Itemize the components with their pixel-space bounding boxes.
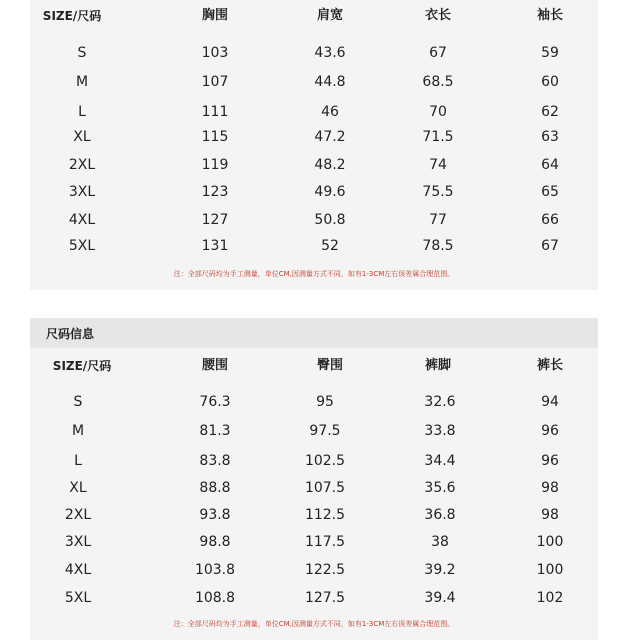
- sleeve-cell: 63: [541, 129, 559, 145]
- size-cell: M: [71, 423, 85, 439]
- shoulder-cell: 47.2: [314, 129, 346, 145]
- size-cell: S: [73, 394, 83, 410]
- chest-cell: 131: [201, 238, 229, 254]
- table-row: [30, 392, 598, 412]
- hem-column-header: 裤脚: [424, 358, 452, 373]
- shoulder-cell: 49.6: [314, 184, 346, 200]
- sleeve-cell: 62: [541, 104, 559, 120]
- top-size-table: [30, 0, 598, 290]
- chest-cell: 127: [201, 212, 229, 228]
- hem-cell: 39.2: [424, 562, 456, 578]
- chest-column-header: 胸围: [201, 8, 229, 23]
- sleeve-cell: 65: [541, 184, 559, 200]
- chest-cell: 115: [201, 129, 229, 145]
- waist-cell: 88.8: [199, 480, 231, 496]
- pants-length-cell: 100: [536, 534, 564, 550]
- pants-length-cell: 94: [541, 394, 559, 410]
- sleeve-cell: 59: [541, 45, 559, 61]
- bottom-size-table: [30, 318, 598, 640]
- chest-cell: 119: [201, 157, 229, 173]
- size-cell: L: [78, 104, 86, 120]
- hip-cell: 112.5: [304, 507, 346, 523]
- waist-cell: 81.3: [199, 423, 231, 439]
- waist-cell: 76.3: [199, 394, 231, 410]
- table-header-row: [30, 6, 598, 26]
- length-cell: 71.5: [422, 129, 454, 145]
- section-title: 尺码信息: [46, 327, 95, 341]
- hem-cell: 34.4: [424, 453, 456, 469]
- sleeve-cell: 64: [541, 157, 559, 173]
- length-cell: 68.5: [422, 74, 454, 90]
- sleeve-cell: 67: [541, 238, 559, 254]
- size-cell: 3XL: [68, 184, 96, 200]
- table-row: [30, 155, 598, 175]
- hem-cell: 33.8: [424, 423, 456, 439]
- length-column-header: 衣长: [424, 8, 452, 23]
- chest-cell: 111: [201, 104, 229, 120]
- chest-cell: 107: [201, 74, 229, 90]
- shoulder-cell: 48.2: [314, 157, 346, 173]
- size-cell: L: [74, 453, 82, 469]
- table-row: [30, 43, 598, 63]
- size-cell: 5XL: [64, 590, 92, 606]
- shoulder-column-header: 肩宽: [316, 8, 344, 23]
- table-row: [30, 182, 598, 202]
- table-row: [30, 588, 598, 608]
- size-cell: 5XL: [68, 238, 96, 254]
- shoulder-cell: 44.8: [314, 74, 346, 90]
- size-cell: 2XL: [64, 507, 92, 523]
- length-cell: 70: [429, 104, 447, 120]
- chest-cell: 103: [201, 45, 229, 61]
- sleeve-cell: 60: [541, 74, 559, 90]
- length-cell: 67: [429, 45, 447, 61]
- table-row: [30, 72, 598, 92]
- size-column-header: SIZE/尺码: [52, 359, 112, 373]
- table-row: [30, 127, 598, 147]
- hip-cell: 122.5: [304, 562, 346, 578]
- table-row: [30, 421, 598, 441]
- size-cell: 2XL: [68, 157, 96, 173]
- size-column-header: SIZE/尺码: [42, 9, 102, 23]
- table-row: [30, 210, 598, 230]
- size-cell: 4XL: [64, 562, 92, 578]
- pants-length-cell: 96: [541, 423, 559, 439]
- measurement-note: 注：全部尺码均为手工测量，单位CM,因测量方式不同，如有1-3CM左右误差属合理范围。: [173, 620, 455, 628]
- pants-length-cell: 100: [536, 562, 564, 578]
- hem-cell: 36.8: [424, 507, 456, 523]
- table-row: [30, 451, 598, 471]
- hip-cell: 97.5: [309, 423, 341, 439]
- size-cell: 3XL: [64, 534, 92, 550]
- waist-cell: 93.8: [199, 507, 231, 523]
- sleeve-cell: 66: [541, 212, 559, 228]
- shoulder-cell: 43.6: [314, 45, 346, 61]
- shoulder-cell: 50.8: [314, 212, 346, 228]
- waist-cell: 83.8: [199, 453, 231, 469]
- measurement-note: 注：全部尺码均为手工测量，单位CM,因测量方式不同，如有1-3CM左右误差属合理范围。: [173, 270, 455, 278]
- hip-cell: 107.5: [304, 480, 346, 496]
- section-header: [30, 318, 598, 348]
- hip-cell: 117.5: [304, 534, 346, 550]
- length-cell: 75.5: [422, 184, 454, 200]
- length-cell: 78.5: [422, 238, 454, 254]
- shoulder-cell: 52: [321, 238, 339, 254]
- size-cell: M: [75, 74, 89, 90]
- waist-cell: 103.8: [194, 562, 236, 578]
- hip-cell: 102.5: [304, 453, 346, 469]
- table-row: [30, 505, 598, 525]
- chest-cell: 123: [201, 184, 229, 200]
- waist-cell: 108.8: [194, 590, 236, 606]
- pants-length-cell: 102: [536, 590, 564, 606]
- waist-cell: 98.8: [199, 534, 231, 550]
- pants-length-column-header: 裤长: [536, 358, 564, 373]
- table-row: [30, 532, 598, 552]
- size-cell: S: [77, 45, 87, 61]
- hem-cell: 35.6: [424, 480, 456, 496]
- table-row: [30, 102, 598, 122]
- hip-cell: 95: [316, 394, 334, 410]
- hem-cell: 39.4: [424, 590, 456, 606]
- sleeve-column-header: 袖长: [536, 8, 564, 23]
- table-row: [30, 236, 598, 256]
- table-row: [30, 478, 598, 498]
- table-header-row: [30, 356, 598, 376]
- size-cell: XL: [69, 480, 87, 496]
- hem-cell: 32.6: [424, 394, 456, 410]
- length-cell: 77: [429, 212, 447, 228]
- table-row: [30, 560, 598, 580]
- size-cell: XL: [73, 129, 91, 145]
- shoulder-cell: 46: [321, 104, 339, 120]
- hem-cell: 38: [431, 534, 449, 550]
- hip-cell: 127.5: [304, 590, 346, 606]
- size-cell: 4XL: [68, 212, 96, 228]
- pants-length-cell: 98: [541, 507, 559, 523]
- hip-column-header: 臀围: [316, 358, 344, 373]
- waist-column-header: 腰围: [201, 358, 229, 373]
- pants-length-cell: 98: [541, 480, 559, 496]
- length-cell: 74: [429, 157, 447, 173]
- pants-length-cell: 96: [541, 453, 559, 469]
